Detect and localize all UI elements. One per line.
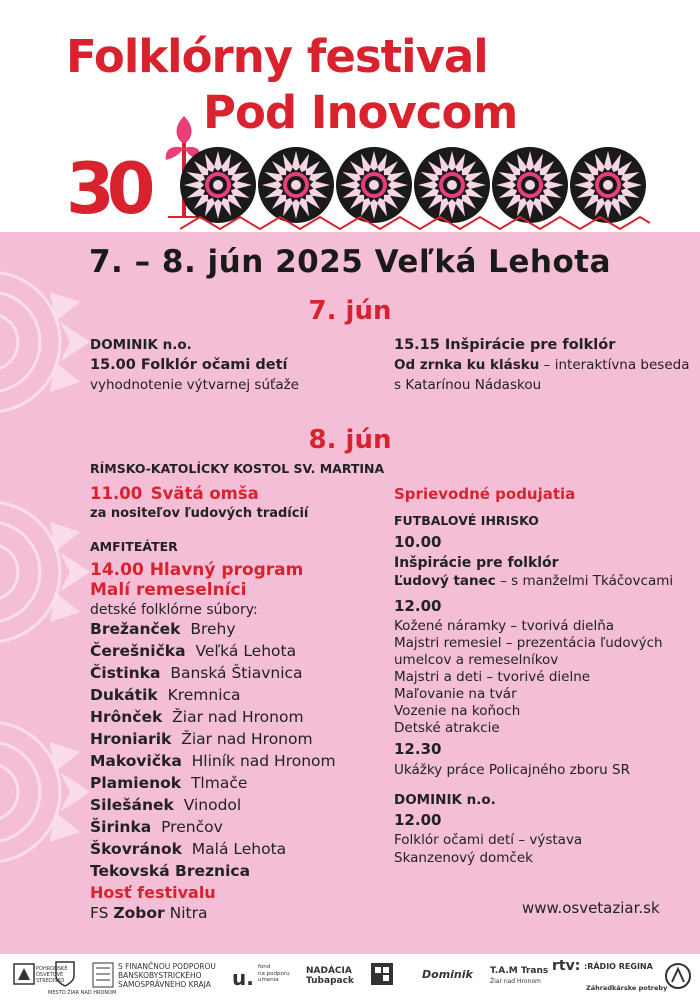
police-demo: Ukážky práce Policajného zboru SR — [394, 762, 630, 778]
av-logo-icon — [664, 962, 692, 990]
item-1200: Vozenie na koňoch — [394, 703, 521, 719]
sponsor-footer — [0, 954, 700, 1004]
time-1200b: 12.00 — [394, 811, 442, 829]
day1-right-sub — [394, 357, 689, 373]
day1-left-desc: vyhodnotenie výtvarnej súťaže — [90, 377, 299, 393]
dance-line — [394, 573, 673, 589]
mass-time: 11.00 — [90, 484, 143, 503]
group-row: Makovička Hliník nad Hronom — [90, 752, 336, 770]
dance-rest: – s manželmi Tkáčovcami — [495, 573, 674, 589]
church-venue: RÍMSKO-KATOLÍCKY KOSTOL SV. MARTINA — [90, 461, 385, 476]
ziar-logo-icon — [370, 962, 394, 986]
group-row: Čerešnička Veľká Lehota — [90, 642, 297, 660]
fpu-text: fond na podporu umenia — [258, 964, 290, 983]
guest-fs: FS — [90, 904, 114, 922]
exhibit: Folklór očami detí – výstava — [394, 832, 583, 848]
group-row: Plamienok Tlmače — [90, 774, 248, 792]
group-row: Brežanček Brehy — [90, 620, 236, 638]
group-row: Hroniarik Žiar nad Hronom — [90, 730, 313, 748]
time-1000: 10.00 — [394, 533, 442, 551]
football-venue: FUTBALOVÉ IHRISKO — [394, 513, 539, 528]
title-line-1: Folklórny festival — [66, 30, 488, 83]
day1-right-sub-bold: Od zrnka ku klásku — [394, 357, 540, 373]
website-link[interactable]: www.osvetaziar.sk — [522, 899, 660, 917]
nadacia-text: NADÁCIA Tubapack — [306, 966, 354, 986]
group-row: Čistinka Banská Štiavnica — [90, 664, 303, 682]
main-date: 7. – 8. jún 2025 Veľká Lehota — [88, 244, 612, 280]
mesto-text: MESTO ŽIAR NAD HRONOM — [48, 990, 117, 996]
anniversary-number: 30 — [66, 148, 148, 230]
mass-title: Svätá omša — [150, 484, 259, 503]
rosette-ornaments — [180, 145, 650, 231]
day1-right-event: 15.15 Inšpirácie pre folklór — [394, 337, 616, 353]
dance-bold: Ľudový tanec — [394, 573, 496, 589]
skanzen: Skanzenový domček — [394, 850, 533, 866]
time-1200: 12.00 — [394, 597, 442, 615]
dominik-venue: DOMINIK n.o. — [394, 792, 496, 808]
item-1200: Detské atrakcie — [394, 720, 500, 736]
mass-event — [90, 484, 259, 503]
guest-place: Nitra — [164, 904, 208, 922]
mali-remeselnici: Malí remeselníci — [90, 580, 247, 600]
day2-heading: 8. jún — [308, 425, 392, 455]
coat-of-arms-icon — [54, 960, 76, 988]
guest-line — [90, 904, 207, 922]
day1-right-sub2: s Katarínou Nádaskou — [394, 377, 542, 393]
mass-desc: za nositeľov ľudových tradícií — [90, 506, 309, 521]
bbsk-text: S FINANČNOU PODPOROU BANSKOBYSTRICKÉHO SAMOSPRÁVNEHO KRAJA — [118, 962, 216, 989]
tam-logo: T.A.M Trans Žiar nad Hronom — [490, 966, 549, 985]
group-row: Tekovská Breznica — [90, 862, 251, 880]
item-1200: Maľovanie na tvár — [394, 686, 517, 702]
item-1200: Majstri remesiel – prezentácia ľudových — [394, 635, 663, 651]
day1-right-sub-rest: – interaktívna beseda — [539, 357, 690, 373]
item-1200: umelcov a remeselníkov — [394, 652, 559, 668]
group-row: Širinka Prenčov — [90, 818, 223, 836]
bbsk-logo-icon — [92, 962, 114, 988]
day1-left-event: 15.00 Folklór očami detí — [90, 357, 288, 373]
day1-venue: DOMINIK n.o. — [90, 337, 192, 353]
side-events-title: Sprievodné podujatia — [394, 485, 576, 503]
amphitheatre-venue: AMFITEÁTER — [90, 539, 178, 554]
radio-regina-logo: :RÁDIO REGINA — [584, 962, 653, 971]
title-line-2: Pod Inovcom — [203, 86, 518, 139]
group-row: Škovránok Malá Lehota — [90, 840, 287, 858]
day1-heading: 7. jún — [308, 296, 392, 326]
zahrad-logo: Záhradkárske potreby — [586, 984, 668, 992]
group-row: Dukátik Kremnica — [90, 686, 241, 704]
guest-title: Hosť festivalu — [90, 883, 216, 902]
poster-header — [0, 0, 700, 232]
item-1200: Kožené náramky – tvorivá dielňa — [394, 618, 615, 634]
item-1200: Majstri a deti – tvorivé dielne — [394, 669, 591, 685]
guest-name: Zobor — [113, 904, 165, 922]
group-row: Hrônček Žiar nad Hronom — [90, 708, 304, 726]
groups-intro: detské folklórne súbory: — [90, 602, 258, 618]
dominik-logo: Dominik — [422, 968, 473, 981]
folk-groups-list — [90, 620, 336, 884]
inspiration-title: Inšpirácie pre folklór — [394, 555, 559, 571]
pos-logo-icon — [12, 962, 36, 988]
group-row: Silešánek Vinodol — [90, 796, 242, 814]
pos-logo-text: POHRONSKÉ OSVETOVÉ STREDISKO — [36, 966, 68, 984]
main-program: 14.00 Hlavný program — [90, 560, 304, 580]
fpu-logo-icon: u. — [232, 966, 254, 990]
rtv-logo: rtv: — [552, 958, 581, 974]
time-1230: 12.30 — [394, 740, 442, 758]
